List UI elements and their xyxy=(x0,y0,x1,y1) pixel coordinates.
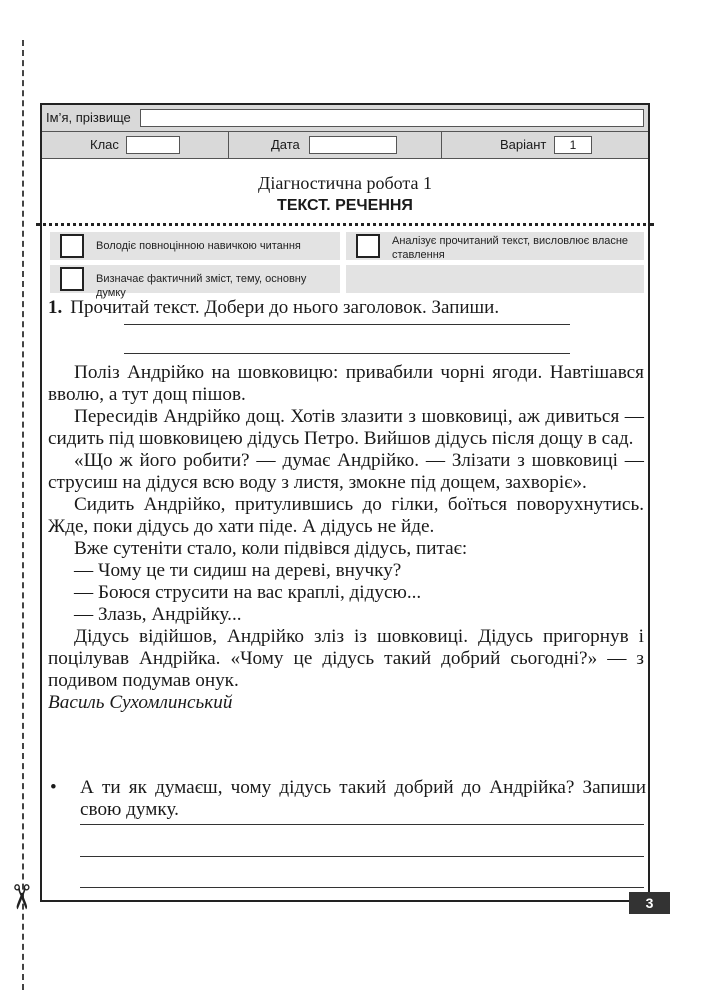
question-text: А ти як думаєш, чому дідусь такий добрий до Андрійка? Запиши свою думку. xyxy=(80,777,646,820)
story-paragraph: Вже сутеніти стало, коли підвівся дідусь, питає: xyxy=(74,538,468,559)
work-title: Діагностична робота 1 xyxy=(258,173,432,193)
bullet-icon: • xyxy=(50,777,57,798)
variant-field[interactable] xyxy=(554,136,592,154)
date-field[interactable] xyxy=(309,136,397,154)
header-info-row xyxy=(42,132,648,159)
answer-line[interactable] xyxy=(80,824,644,825)
title-answer-line[interactable] xyxy=(124,324,570,325)
skill-checkbox[interactable] xyxy=(60,234,84,258)
story-paragraph: — Злазь, Андрійку... xyxy=(74,604,242,625)
story-paragraph: — Боюся струсити на вас краплі, дідусю... xyxy=(74,582,422,603)
name-label: Ім’я, прізвище xyxy=(46,110,131,125)
class-cell xyxy=(42,132,229,158)
topic-title: ТЕКСТ. РЕЧЕННЯ xyxy=(277,197,413,214)
task-heading xyxy=(48,297,499,319)
cut-line xyxy=(22,40,24,990)
story-paragraph: Пересидів Андрійко дощ. Хотів злазити з шовковиці, аж дивиться — сидить під шовковицею дідусь Петро. Вийшов дідусь після дощу в сад. xyxy=(48,406,644,449)
answer-line[interactable] xyxy=(80,856,644,857)
skill-item xyxy=(346,232,644,260)
name-field[interactable] xyxy=(140,109,644,127)
skill-checkbox[interactable] xyxy=(60,267,84,291)
variant-cell xyxy=(442,132,648,158)
story-paragraph: Поліз Андрійко на шовковицю: привабили чорні ягоди. Навтішався вволю, а тут дощ пішов. xyxy=(48,362,644,405)
answer-line[interactable] xyxy=(80,887,644,888)
page-number: 3 xyxy=(629,892,670,914)
skill-empty-cell xyxy=(346,265,644,293)
skill-checkbox[interactable] xyxy=(356,234,380,258)
skill-label: Володіє повноцінною навичкою читання xyxy=(96,240,301,252)
story-text xyxy=(48,352,644,714)
author: Василь Сухомлинський xyxy=(48,692,233,713)
header-name-row xyxy=(42,105,648,132)
skill-item xyxy=(50,232,340,260)
variant-label: Варіант xyxy=(500,137,547,152)
date-cell xyxy=(229,132,442,158)
skill-label: Аналізує прочитаний текст, висловлює власне ставлення xyxy=(392,235,629,261)
story-paragraph: «Що ж його робити? — думає Андрійко. — Злізати з шовковиці — струсиш на дідуся всю воду з листя, змокне під дощем, захворіє». xyxy=(48,450,644,493)
story-paragraph: Дідусь відійшов, Андрійко зліз із шовковиці. Дідусь пригорнув і поцілував Андрійка. «Чому це дідусь такий добрий сьогодні?» — з подивом подумав онук. xyxy=(48,626,644,691)
task-text: Прочитай текст. Добери до нього заголовок. Запиши. xyxy=(70,297,500,318)
skill-item xyxy=(50,265,340,299)
variant-value: 1 xyxy=(569,138,577,152)
scissors-icon: ✂ xyxy=(0,882,41,912)
class-label: Клас xyxy=(90,137,119,152)
date-label: Дата xyxy=(271,137,300,152)
dotted-divider xyxy=(36,223,654,226)
story-paragraph: — Чому це ти сидиш на дереві, внучку? xyxy=(74,560,402,581)
story-paragraph: Сидить Андрійко, притулившись до гілки, боїться поворухнутись. Жде, поки дідусь до хати піде. А дідусь не йде. xyxy=(48,494,644,537)
task-number: 1. xyxy=(48,297,63,318)
skill-label: Визначає фактичний зміст, тему, основну думку xyxy=(96,273,307,299)
worksheet-frame xyxy=(40,103,650,902)
class-field[interactable] xyxy=(126,136,180,154)
